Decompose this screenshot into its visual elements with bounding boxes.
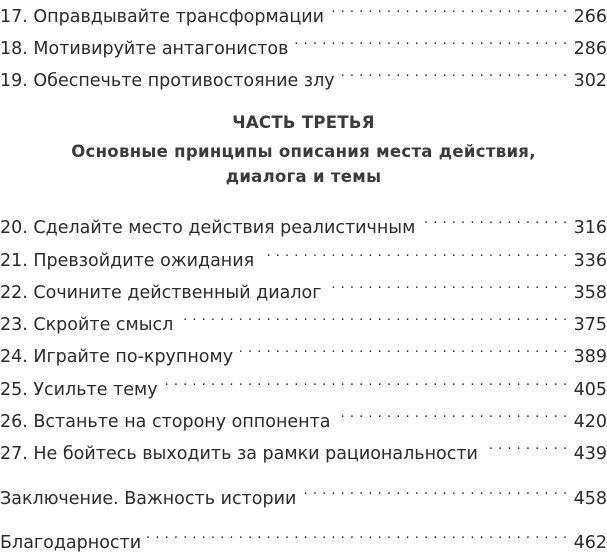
toc-entry-21[interactable] bbox=[0, 240, 607, 271]
toc-entry-title: 20. Сделайте место действия реалистичным bbox=[0, 218, 416, 238]
toc-entry-page: 336 bbox=[573, 251, 607, 271]
toc-entry-page: 439 bbox=[573, 444, 607, 464]
toc-entry-title: Заключение. Важность истории bbox=[0, 489, 297, 509]
toc-entry-title: 25. Усильте тему bbox=[0, 380, 158, 400]
dot-leader bbox=[327, 272, 567, 298]
toc-entry-title: 21. Превзойдите ожидания bbox=[0, 251, 255, 271]
part-subtitle-line-2: диалога и темы bbox=[225, 167, 382, 186]
dot-leader bbox=[164, 369, 568, 395]
toc-entry-24[interactable] bbox=[0, 336, 607, 367]
toc-entry-title: 22. Сочините действенный диалог bbox=[0, 283, 322, 303]
part-subtitle-line-1: Основные принципы описания места действия, bbox=[71, 142, 536, 161]
toc-entry-title: Благодарности bbox=[0, 533, 142, 553]
toc-entry-page: 389 bbox=[573, 347, 607, 367]
toc-entry-conclusion[interactable] bbox=[0, 478, 607, 509]
toc-entry-18[interactable] bbox=[0, 28, 607, 59]
toc-entry-23[interactable] bbox=[0, 304, 607, 335]
toc-entry-title: 23. Скройте смысл bbox=[0, 315, 174, 335]
toc-entry-19[interactable] bbox=[0, 60, 607, 91]
toc-entry-page: 462 bbox=[573, 533, 607, 553]
toc-entry-title: 26. Встаньте на сторону оппонента bbox=[0, 412, 331, 432]
toc-entry-title: 27. Не бойтесь выходить за рамки рациональности bbox=[0, 444, 478, 464]
toc-entry-title: 17. Оправдывайте трансформации bbox=[0, 7, 325, 27]
dot-leader bbox=[484, 433, 568, 459]
toc-entry-22[interactable] bbox=[0, 272, 607, 303]
toc-entry-page: 405 bbox=[573, 380, 607, 400]
dot-leader bbox=[260, 240, 567, 266]
toc-entry-27[interactable] bbox=[0, 433, 607, 464]
toc-entry-26[interactable] bbox=[0, 401, 607, 432]
dot-leader bbox=[147, 522, 568, 548]
dot-leader bbox=[294, 28, 567, 54]
dot-leader bbox=[302, 478, 567, 504]
toc-entry-page: 286 bbox=[573, 39, 607, 59]
toc-entry-title: 18. Мотивируйте антагонистов bbox=[0, 39, 289, 59]
dot-leader bbox=[239, 336, 568, 362]
toc-entry-page: 458 bbox=[573, 489, 607, 509]
toc-entry-25[interactable] bbox=[0, 369, 607, 400]
part-label: ЧАСТЬ ТРЕТЬЯ bbox=[232, 113, 375, 132]
toc-entry-title: 24. Играйте по-крупному bbox=[0, 347, 234, 367]
dot-leader bbox=[337, 401, 568, 427]
toc-entry-title: 19. Обеспечьте противостояние злу bbox=[0, 71, 335, 91]
toc-entry-20[interactable] bbox=[0, 207, 607, 238]
toc-entry-page: 420 bbox=[573, 412, 607, 432]
toc-entry-page: 302 bbox=[573, 71, 607, 91]
toc-entry-page: 316 bbox=[573, 218, 607, 238]
toc-entry-page: 266 bbox=[573, 7, 607, 27]
dot-leader bbox=[330, 0, 568, 22]
toc-entry-acknowledgements[interactable] bbox=[0, 522, 607, 553]
dot-leader bbox=[179, 304, 567, 330]
toc-entry-page: 375 bbox=[573, 315, 607, 335]
dot-leader bbox=[421, 207, 567, 233]
dot-leader bbox=[341, 60, 568, 86]
toc-entry-page: 358 bbox=[573, 283, 607, 303]
toc-entry-17[interactable] bbox=[0, 0, 607, 27]
